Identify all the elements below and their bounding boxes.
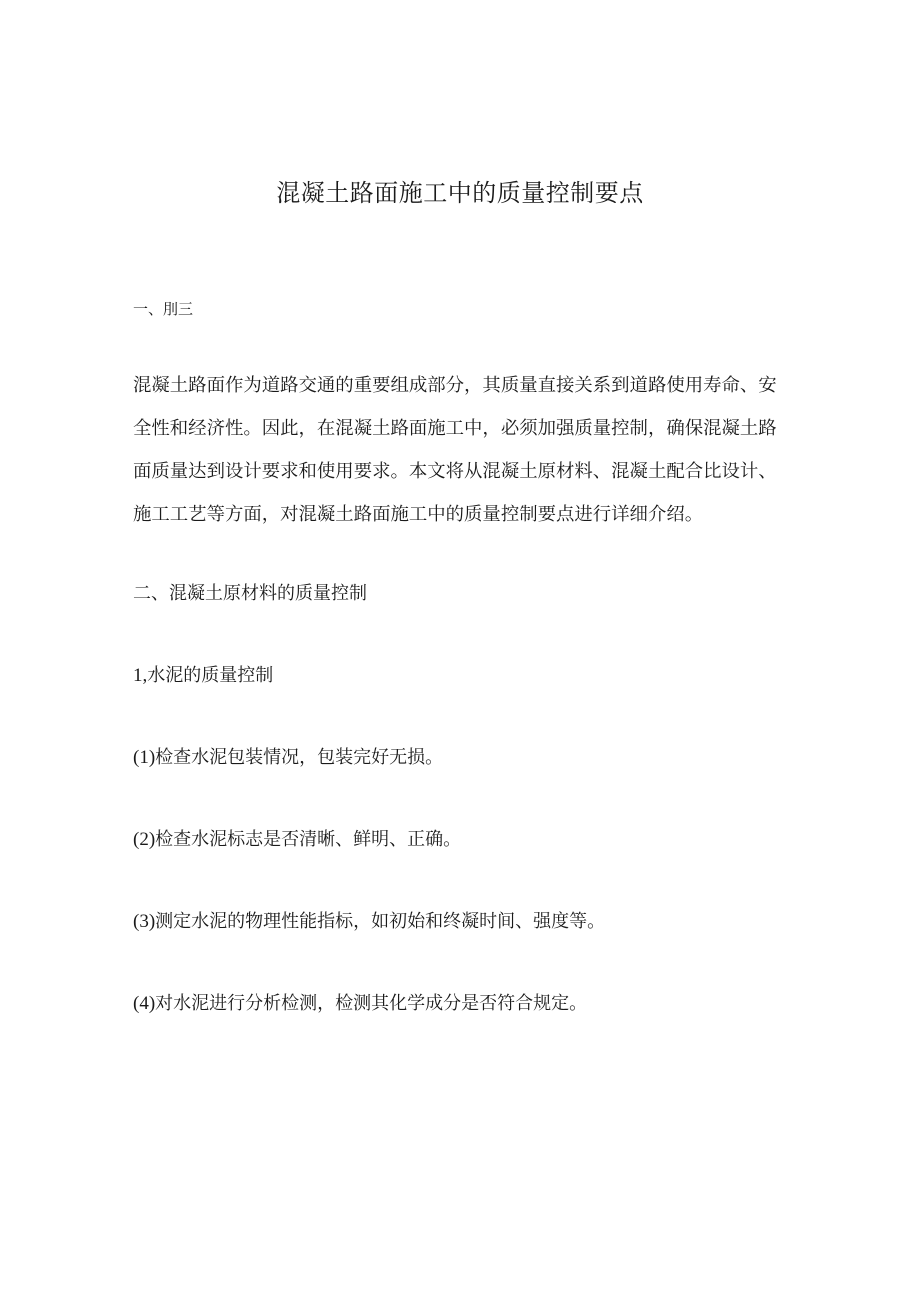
document-title: 混凝土路面施工中的质量控制要点 xyxy=(276,179,644,207)
cement-item xyxy=(133,905,793,939)
item-number: (1) xyxy=(133,747,156,768)
cement-item xyxy=(133,741,793,775)
item-number: (4) xyxy=(133,993,156,1014)
item-text: 测定水泥的物理性能指标，如初始和终凝时间、强度等。 xyxy=(155,911,606,932)
item-text: 对水泥进行分析检测，检测其化学成分是否符合规定。 xyxy=(155,993,588,1014)
item-number: (3) xyxy=(133,911,156,932)
section-heading-raw-materials: 二、混凝土原材料的质量控制 xyxy=(133,583,367,604)
section-heading-foreword: 一、刖三 xyxy=(133,300,194,318)
cement-item xyxy=(133,987,793,1021)
intro-line: 混凝土路面作为道路交通的重要组成部分，其质量直接关系到道路使用寿命、安 xyxy=(133,375,777,396)
cement-item xyxy=(133,823,793,857)
intro-line: 全性和经济性。因此，在混凝土路面施工中，必须加强质量控制，确保混凝土路 xyxy=(133,418,777,439)
subheading-text: 水泥的质量控制 xyxy=(147,665,274,686)
item-number: (2) xyxy=(133,829,156,850)
intro-line: 面质量达到设计要求和使用要求。本文将从混凝土原材料、混凝土配合比设计、 xyxy=(133,461,777,482)
subheading-cement xyxy=(133,659,793,693)
item-text: 检查水泥标志是否清晰、鲜明、正确。 xyxy=(155,829,462,850)
intro-line: 施工工艺等方面，对混凝土路面施工中的质量控制要点进行详细介绍。 xyxy=(133,504,704,525)
subheading-number: 1, xyxy=(133,665,148,686)
item-text: 检查水泥包装情况，包装完好无损。 xyxy=(155,747,444,768)
